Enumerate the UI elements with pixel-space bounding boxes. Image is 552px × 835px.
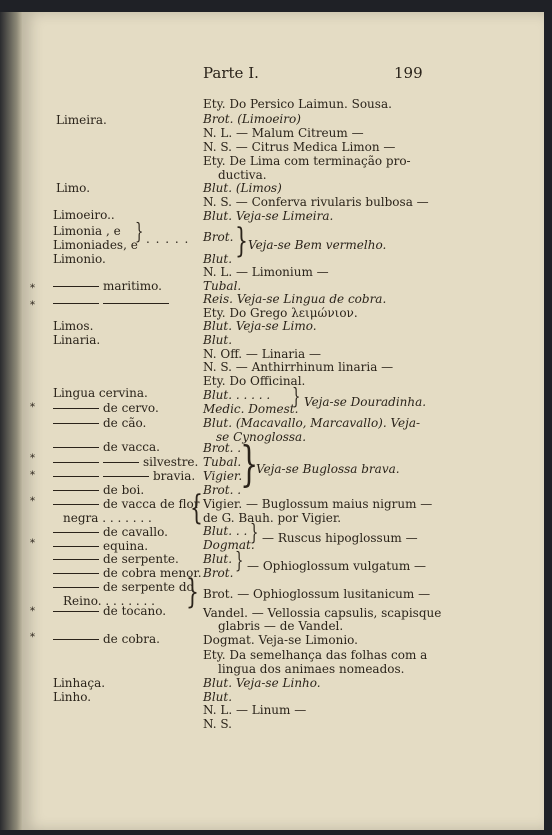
def-line: N. S. — Conferva rivularis bulbosa — bbox=[203, 195, 429, 209]
asterisk-mark: * bbox=[30, 496, 35, 507]
entry-de-cervo bbox=[53, 401, 159, 415]
def-line: N. S. bbox=[203, 717, 232, 731]
entry-linhaca: Linhaça. bbox=[53, 676, 106, 690]
def-line: Ety. De Lima com terminação pro- bbox=[203, 154, 411, 168]
entry-label: de tocano. bbox=[103, 604, 167, 618]
page-number: 199 bbox=[394, 64, 423, 82]
entry-label: de serpente. bbox=[103, 552, 179, 566]
entry-label: bravia. bbox=[153, 469, 196, 483]
repeat-dash bbox=[53, 573, 99, 574]
asterisk-mark: * bbox=[30, 538, 35, 549]
def-line: Veja-se Bem vermelho. bbox=[248, 238, 387, 252]
repeat-dash bbox=[53, 490, 99, 491]
def-line: Dogmat. bbox=[203, 538, 255, 552]
def-line: Veja-se Buglossa brava. bbox=[256, 462, 400, 476]
def-line: Medic. Domest. bbox=[203, 402, 299, 416]
entry-limoniades: Limoniades, e bbox=[53, 238, 138, 252]
def-line: Ety. Da semelhança das folhas com a bbox=[203, 648, 428, 662]
def-line: Brot. bbox=[203, 230, 234, 244]
def-line: Brot. bbox=[203, 566, 234, 580]
def-line: Vigier. bbox=[203, 469, 243, 483]
asterisk-mark: * bbox=[30, 283, 35, 294]
def-line: Vandel. — Vellossia capsulis, scapisque bbox=[203, 606, 442, 620]
def-line: Brot. — Ophioglossum lusitanicum — bbox=[203, 587, 431, 601]
def-line: Brot. (Limoeiro) bbox=[203, 112, 301, 126]
entry-silvestre bbox=[53, 455, 198, 469]
brace-mark: } bbox=[186, 572, 199, 612]
def-line: Blut. Veja-se Limeira. bbox=[203, 209, 334, 223]
entry-lingua-cervina: Lingua cervina. bbox=[53, 386, 148, 400]
entry-reino: Reino. . . . . . . . bbox=[63, 594, 155, 608]
repeat-dash bbox=[53, 462, 99, 463]
def-line: Vigier. — Buglossum maius nigrum — bbox=[203, 497, 433, 511]
def-line: Dogmat. Veja-se Limonio. bbox=[203, 633, 358, 647]
repeat-dash bbox=[103, 462, 139, 463]
entry-de-cavallo bbox=[53, 525, 168, 539]
repeat-dash bbox=[53, 286, 99, 287]
asterisk-mark: * bbox=[30, 470, 35, 481]
def-line: Blut. bbox=[203, 333, 233, 347]
brace-mark: { bbox=[190, 488, 203, 528]
def-line: Veja-se Douradinha. bbox=[304, 395, 427, 409]
def-line: Brot. . bbox=[203, 483, 242, 497]
entry-de-vacca-flor bbox=[53, 497, 200, 511]
entry-de-serpente-do bbox=[53, 580, 194, 594]
brace-mark: } bbox=[240, 436, 259, 492]
def-line: N. L. — Linum — bbox=[203, 703, 307, 717]
entry-label: de cobra. bbox=[103, 632, 160, 646]
entry-de-cobra bbox=[53, 632, 160, 646]
entry-limonia: Limonia , e bbox=[53, 224, 121, 238]
repeat-dash bbox=[53, 303, 99, 304]
asterisk-mark: * bbox=[30, 606, 35, 617]
entry-maritimo-label: maritimo. bbox=[103, 279, 162, 293]
brace-mark: } bbox=[235, 221, 248, 261]
def-line: Blut. bbox=[203, 252, 233, 266]
def-line: Ety. Do Grego λειμώνιον. bbox=[203, 306, 358, 320]
entry-limoeiro: Limoeiro.. bbox=[53, 208, 115, 222]
repeat-dash bbox=[53, 423, 99, 424]
repeat-dash bbox=[53, 611, 99, 612]
def-line: N. L. — Malum Citreum — bbox=[203, 126, 364, 140]
asterisk-mark: * bbox=[30, 632, 35, 643]
entry-equina bbox=[53, 539, 148, 553]
def-line: de G. Bauh. por Vigier. bbox=[203, 511, 342, 525]
def-line: Ety. Do Officinal. bbox=[203, 374, 306, 388]
brace-mark: } bbox=[250, 521, 259, 546]
entry-de-vacca bbox=[53, 440, 160, 454]
def-line: Ety. Do Persico Laimun. Sousa. bbox=[203, 97, 392, 111]
def-line: Blut. bbox=[203, 552, 233, 566]
entry-de-cobra-menor bbox=[53, 566, 202, 580]
entry-label: de cavallo. bbox=[103, 525, 168, 539]
entry-limeira: Limeira. bbox=[56, 113, 107, 127]
entry-de-boi bbox=[53, 483, 144, 497]
def-line: glabris — de Vandel. bbox=[218, 619, 344, 633]
brace-mark: } bbox=[292, 385, 301, 410]
def-line: Blut. . . bbox=[203, 524, 248, 538]
entry-repeat-line bbox=[53, 296, 173, 310]
def-line: — Ophioglossum vulgatum — bbox=[247, 559, 427, 573]
entry-de-serpente bbox=[53, 552, 179, 566]
def-line: N. S. — Anthirrhinum linaria — bbox=[203, 360, 394, 374]
entry-limos: Limos. bbox=[53, 319, 94, 333]
entry-de-tocano bbox=[53, 604, 166, 618]
def-line: Blut. Veja-se Linho. bbox=[203, 676, 321, 690]
entry-label: de vacca de flor bbox=[103, 497, 200, 511]
entry-label: de cervo. bbox=[103, 401, 159, 415]
def-line: se Cynoglossa. bbox=[216, 430, 307, 444]
repeat-dash bbox=[53, 476, 99, 477]
def-line: lingua dos animaes nomeados. bbox=[218, 662, 405, 676]
def-line: — Ruscus hipoglossum — bbox=[262, 531, 418, 545]
def-line: Blut. . . . . . bbox=[203, 388, 271, 402]
entry-label: equina. bbox=[103, 539, 149, 553]
repeat-dash bbox=[53, 639, 99, 640]
brace-mark: } bbox=[135, 220, 144, 245]
repeat-dash bbox=[53, 504, 99, 505]
asterisk-mark: * bbox=[30, 453, 35, 464]
entry-maritimo bbox=[53, 279, 162, 293]
entry-label: de cobra menor. bbox=[103, 566, 202, 580]
repeat-dash bbox=[103, 303, 169, 304]
entry-label: de vacca. bbox=[103, 440, 160, 454]
asterisk-mark: * bbox=[30, 402, 35, 413]
repeat-dash bbox=[53, 587, 99, 588]
entry-linho: Linho. bbox=[53, 690, 92, 704]
entry-linaria: Linaria. bbox=[53, 333, 101, 347]
def-line: Tubal. bbox=[203, 455, 242, 469]
def-line: N. L. — Limonium — bbox=[203, 265, 329, 279]
def-line: Blut. (Macavallo, Marcavallo). Veja- bbox=[203, 416, 421, 430]
def-line: N. Off. — Linaria — bbox=[203, 347, 321, 361]
def-line: N. S. — Citrus Medica Limon — bbox=[203, 140, 396, 154]
entry-label: de boi. bbox=[103, 483, 145, 497]
brace-mark: } bbox=[235, 549, 244, 574]
def-line: Blut. bbox=[203, 690, 233, 704]
entry-label: silvestre. bbox=[143, 455, 199, 469]
entry-negra: negra . . . . . . . bbox=[63, 511, 152, 525]
repeat-dash bbox=[53, 408, 99, 409]
entry-label: de serpente do bbox=[103, 580, 194, 594]
book-spine bbox=[0, 12, 24, 830]
repeat-dash bbox=[53, 546, 99, 547]
def-line: Reis. Veja-se Lingua de cobra. bbox=[203, 292, 387, 306]
def-line: Blut. Veja-se Limo. bbox=[203, 319, 317, 333]
repeat-dash bbox=[53, 532, 99, 533]
running-head: Parte I. bbox=[203, 64, 259, 82]
def-line: ductiva. bbox=[218, 168, 267, 182]
asterisk-mark: * bbox=[30, 300, 35, 311]
entry-limo: Limo. bbox=[56, 181, 91, 195]
leader-dots: . . . . . bbox=[146, 232, 190, 246]
entry-label: de cão. bbox=[103, 416, 147, 430]
repeat-dash bbox=[53, 559, 99, 560]
repeat-dash bbox=[53, 447, 99, 448]
entry-bravia bbox=[53, 469, 195, 483]
repeat-dash bbox=[103, 476, 149, 477]
def-line: Blut. (Limos) bbox=[203, 181, 282, 195]
def-line: Brot. . bbox=[203, 441, 242, 455]
entry-limonio: Limonio. bbox=[53, 252, 106, 266]
entry-de-cao bbox=[53, 416, 146, 430]
def-line: Tubal. bbox=[203, 279, 242, 293]
